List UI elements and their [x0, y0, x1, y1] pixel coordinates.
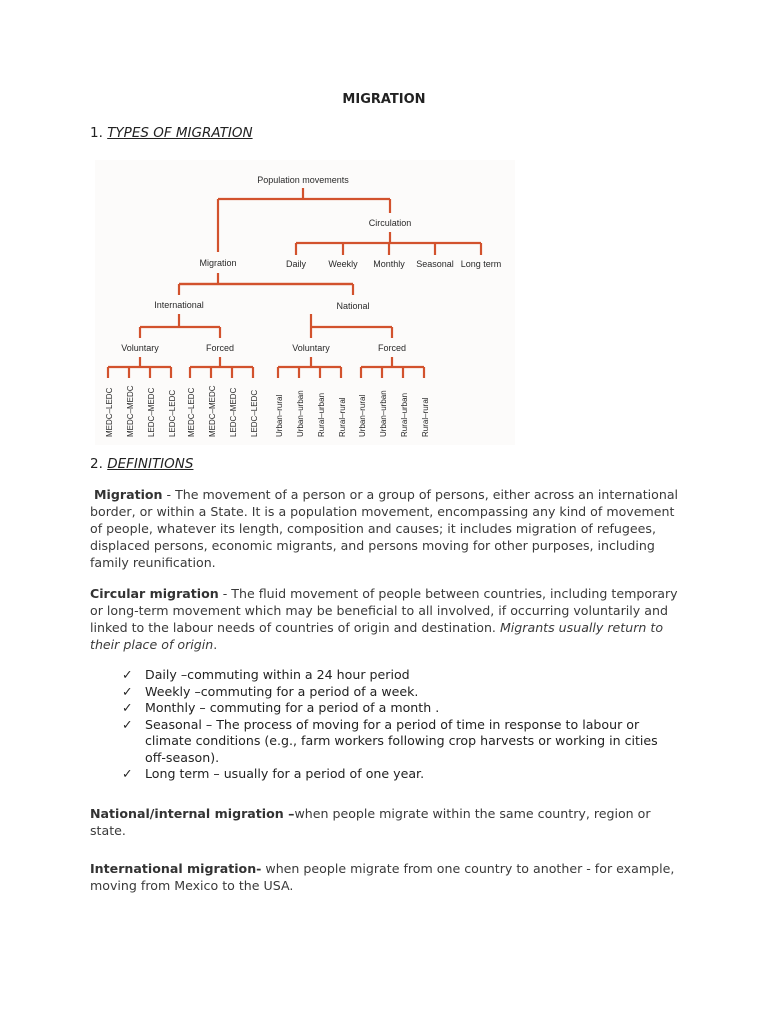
document-title: MIGRATION — [342, 92, 426, 107]
section-heading-definitions — [90, 456, 193, 472]
definition-migration — [90, 486, 680, 571]
leaf-label: Urban–urban — [296, 390, 305, 437]
definition-term: National/internal migration – — [90, 806, 295, 821]
node-migration: Migration — [199, 258, 237, 268]
node-circulation: Circulation — [368, 218, 412, 228]
checkmark-icon: ✓ — [122, 700, 133, 715]
node-national-forced: Forced — [377, 343, 407, 353]
list-item — [122, 667, 682, 684]
section-label: TYPES OF MIGRATION — [107, 125, 253, 141]
node-international: International — [154, 300, 204, 310]
leaf-label: Urban–rural — [358, 394, 367, 437]
list-item-text: Weekly –commuting for a period of a week. — [145, 683, 419, 699]
checkmark-icon: ✓ — [122, 667, 133, 682]
node-population-movements: Population movements — [257, 175, 349, 185]
node-circulation-0: Daily — [285, 259, 307, 269]
leaf-label: Rural–rural — [338, 397, 347, 437]
node-international-forced: Forced — [205, 343, 235, 353]
leaf-label: Rural–urban — [400, 392, 409, 437]
leaf-label: Urban–urban — [379, 390, 388, 437]
definition-italic-note: Migrants usually return to their place of origin — [90, 620, 664, 652]
node-circulation-1: Weekly — [328, 259, 358, 269]
definition-term: International migration- — [90, 861, 262, 876]
leaf-label: Urban–rural — [275, 394, 284, 437]
definition-national-migration — [90, 805, 680, 839]
definition-text: - The movement of a person or a group of persons, either across an international border, or within a State. It is a population movement, encompassing any kind of movement of people, whatever its length, composition and causes; it includes migration of refugees, displaced persons, economic migrants, and persons moving for other purposes, including family reunification. — [90, 487, 679, 570]
list-item — [122, 717, 682, 767]
leaf-label: Rural–urban — [317, 392, 326, 437]
section-number: 1. — [90, 125, 103, 141]
checkmark-icon: ✓ — [122, 683, 133, 699]
definition-text: when people migrate within the same country, region or state. — [90, 806, 651, 838]
definition-text: - The fluid movement of people between countries, including temporary or long-term movement which may be beneficial to all involved, if occurring voluntarily and linked to the labour needs of countries of origin and destination. — [90, 586, 678, 635]
leaf-label: MEDC–LEDC — [105, 387, 114, 437]
leaf-label: LEDC–MEDC — [229, 387, 238, 437]
node-circulation-3: Seasonal — [416, 259, 454, 269]
definition-circular-migration — [90, 585, 680, 653]
leaf-label: MEDC–MEDC — [126, 385, 135, 437]
leaf-label: LEDC–LEDC — [168, 389, 177, 437]
circulation-types-list — [122, 667, 682, 783]
list-item — [122, 766, 682, 783]
definition-international-migration — [90, 860, 680, 894]
list-item — [122, 684, 682, 701]
definition-term: Circular migration — [90, 586, 219, 601]
leaf-label: LEDC–LEDC — [250, 389, 259, 437]
node-national-voluntary: Voluntary — [292, 343, 330, 353]
leaf-label: Rural–rural — [421, 397, 430, 437]
leaf-label: LEDC–MEDC — [147, 387, 156, 437]
section-label: DEFINITIONS — [107, 456, 194, 472]
node-circulation-4: Long term — [460, 259, 502, 269]
definition-end: . — [213, 637, 218, 652]
node-international-voluntary: Voluntary — [121, 343, 159, 353]
list-item-text: Monthly – commuting for a period of a month . — [145, 700, 440, 715]
list-item-text: Seasonal – The process of moving for a period of time in response to labour or climate conditions (e.g., farm workers following crop harvests or working in cities off-season). — [145, 716, 658, 765]
node-circulation-2: Monthly — [373, 259, 405, 269]
list-item-text: Long term – usually for a period of one year. — [145, 766, 425, 781]
checkmark-icon: ✓ — [122, 766, 133, 781]
definition-term: Migration — [94, 487, 163, 502]
leaf-label: MEDC–MEDC — [208, 385, 217, 437]
node-national: National — [336, 301, 370, 311]
list-item — [122, 700, 682, 717]
checkmark-icon: ✓ — [122, 716, 133, 732]
list-item-text: Daily –commuting within a 24 hour period — [145, 667, 410, 682]
leaf-label: MEDC–LEDC — [187, 387, 196, 437]
section-number: 2. — [90, 456, 103, 472]
section-heading-types — [90, 125, 253, 141]
migration-tree-diagram — [95, 160, 515, 445]
definition-text: when people migrate from one country to another - for example, moving from Mexico to the USA. — [90, 861, 675, 893]
